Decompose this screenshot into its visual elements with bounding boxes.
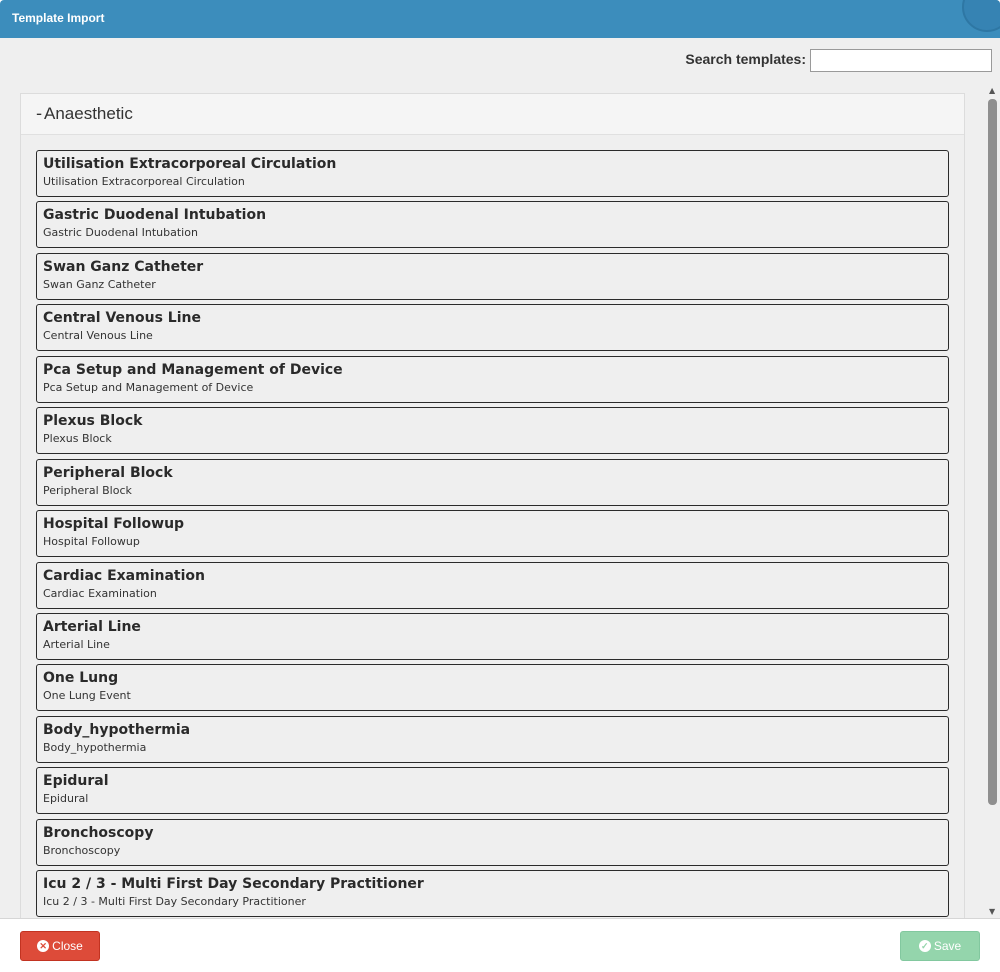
template-item[interactable] xyxy=(36,201,949,248)
template-list xyxy=(36,150,949,918)
titlebar-corner-decoration xyxy=(962,0,1000,32)
template-name: Cardiac Examination xyxy=(43,567,205,584)
template-item[interactable] xyxy=(36,407,949,454)
template-description: Utilisation Extracorporeal Circulation xyxy=(43,175,245,188)
scroll-down-arrow-icon[interactable]: ▼ xyxy=(989,907,996,916)
template-name: Bronchoscopy xyxy=(43,824,154,841)
template-description: Icu 2 / 3 - Multi First Day Secondary Practitioner xyxy=(43,895,306,909)
template-item[interactable] xyxy=(36,613,949,660)
template-name: Central Venous Line xyxy=(43,310,201,327)
template-item[interactable] xyxy=(36,870,949,917)
dialog-body xyxy=(0,38,1000,918)
template-name: One Lung xyxy=(43,670,119,687)
times-circle-icon: ✕ xyxy=(37,940,49,952)
dialog-titlebar xyxy=(0,0,1000,38)
template-description: Swan Ganz Catheter xyxy=(43,277,156,291)
template-item[interactable] xyxy=(36,459,949,506)
template-description: Pca Setup and Management of Device xyxy=(43,380,254,394)
template-item[interactable] xyxy=(36,716,949,763)
close-button-label: Close xyxy=(52,939,83,953)
dialog-footer xyxy=(0,918,1000,972)
template-description: Body_hypothermia xyxy=(43,740,147,754)
dialog-title: Template Import xyxy=(12,11,105,25)
template-item[interactable] xyxy=(36,304,949,351)
template-description: Peripheral Block xyxy=(43,483,132,497)
template-item[interactable] xyxy=(36,664,949,711)
template-item[interactable] xyxy=(36,356,949,403)
template-item[interactable] xyxy=(36,150,949,197)
template-name: Utilisation Extracorporeal Circulation xyxy=(43,156,337,172)
template-description: Central Venous Line xyxy=(43,329,153,343)
save-button[interactable] xyxy=(900,931,980,961)
group-title[interactable]: Anaesthetic xyxy=(44,104,133,123)
template-description: One Lung Event xyxy=(43,689,131,703)
template-name: Peripheral Block xyxy=(43,464,173,481)
template-item[interactable] xyxy=(36,562,949,609)
scroll-up-arrow-icon[interactable]: ▲ xyxy=(989,86,996,95)
check-circle-icon: ✓ xyxy=(919,940,931,952)
template-name: Body_hypothermia xyxy=(43,721,191,738)
template-item[interactable] xyxy=(36,767,949,814)
template-item[interactable] xyxy=(36,819,949,866)
collapse-toggle[interactable]: - xyxy=(36,104,43,124)
scrollbar[interactable] xyxy=(986,85,1000,918)
template-name: Epidural xyxy=(43,773,109,790)
template-group-panel xyxy=(20,93,965,918)
template-description: Plexus Block xyxy=(43,432,112,446)
search-label: Search templates: xyxy=(685,51,806,67)
group-header[interactable] xyxy=(21,94,964,135)
template-description: Hospital Followup xyxy=(43,535,140,549)
template-item[interactable] xyxy=(36,253,949,300)
template-name: Icu 2 / 3 - Multi First Day Secondary Practitioner xyxy=(43,876,424,893)
template-name: Pca Setup and Management of Device xyxy=(43,361,343,378)
template-description: Gastric Duodenal Intubation xyxy=(43,226,198,240)
template-description: Arterial Line xyxy=(43,637,110,651)
template-description: Epidural xyxy=(43,792,89,806)
template-name: Arterial Line xyxy=(43,618,141,635)
scrollbar-thumb[interactable] xyxy=(988,99,997,805)
template-description: Bronchoscopy xyxy=(43,843,121,857)
search-templates-input[interactable] xyxy=(810,49,992,72)
close-button[interactable] xyxy=(20,931,100,961)
template-name: Plexus Block xyxy=(43,413,143,430)
save-button-label: Save xyxy=(933,939,962,953)
template-description: Cardiac Examination xyxy=(43,586,157,600)
template-name: Hospital Followup xyxy=(43,516,185,533)
template-name: Gastric Duodenal Intubation xyxy=(43,207,267,224)
template-item[interactable] xyxy=(36,510,949,557)
template-name: Swan Ganz Catheter xyxy=(43,258,204,275)
